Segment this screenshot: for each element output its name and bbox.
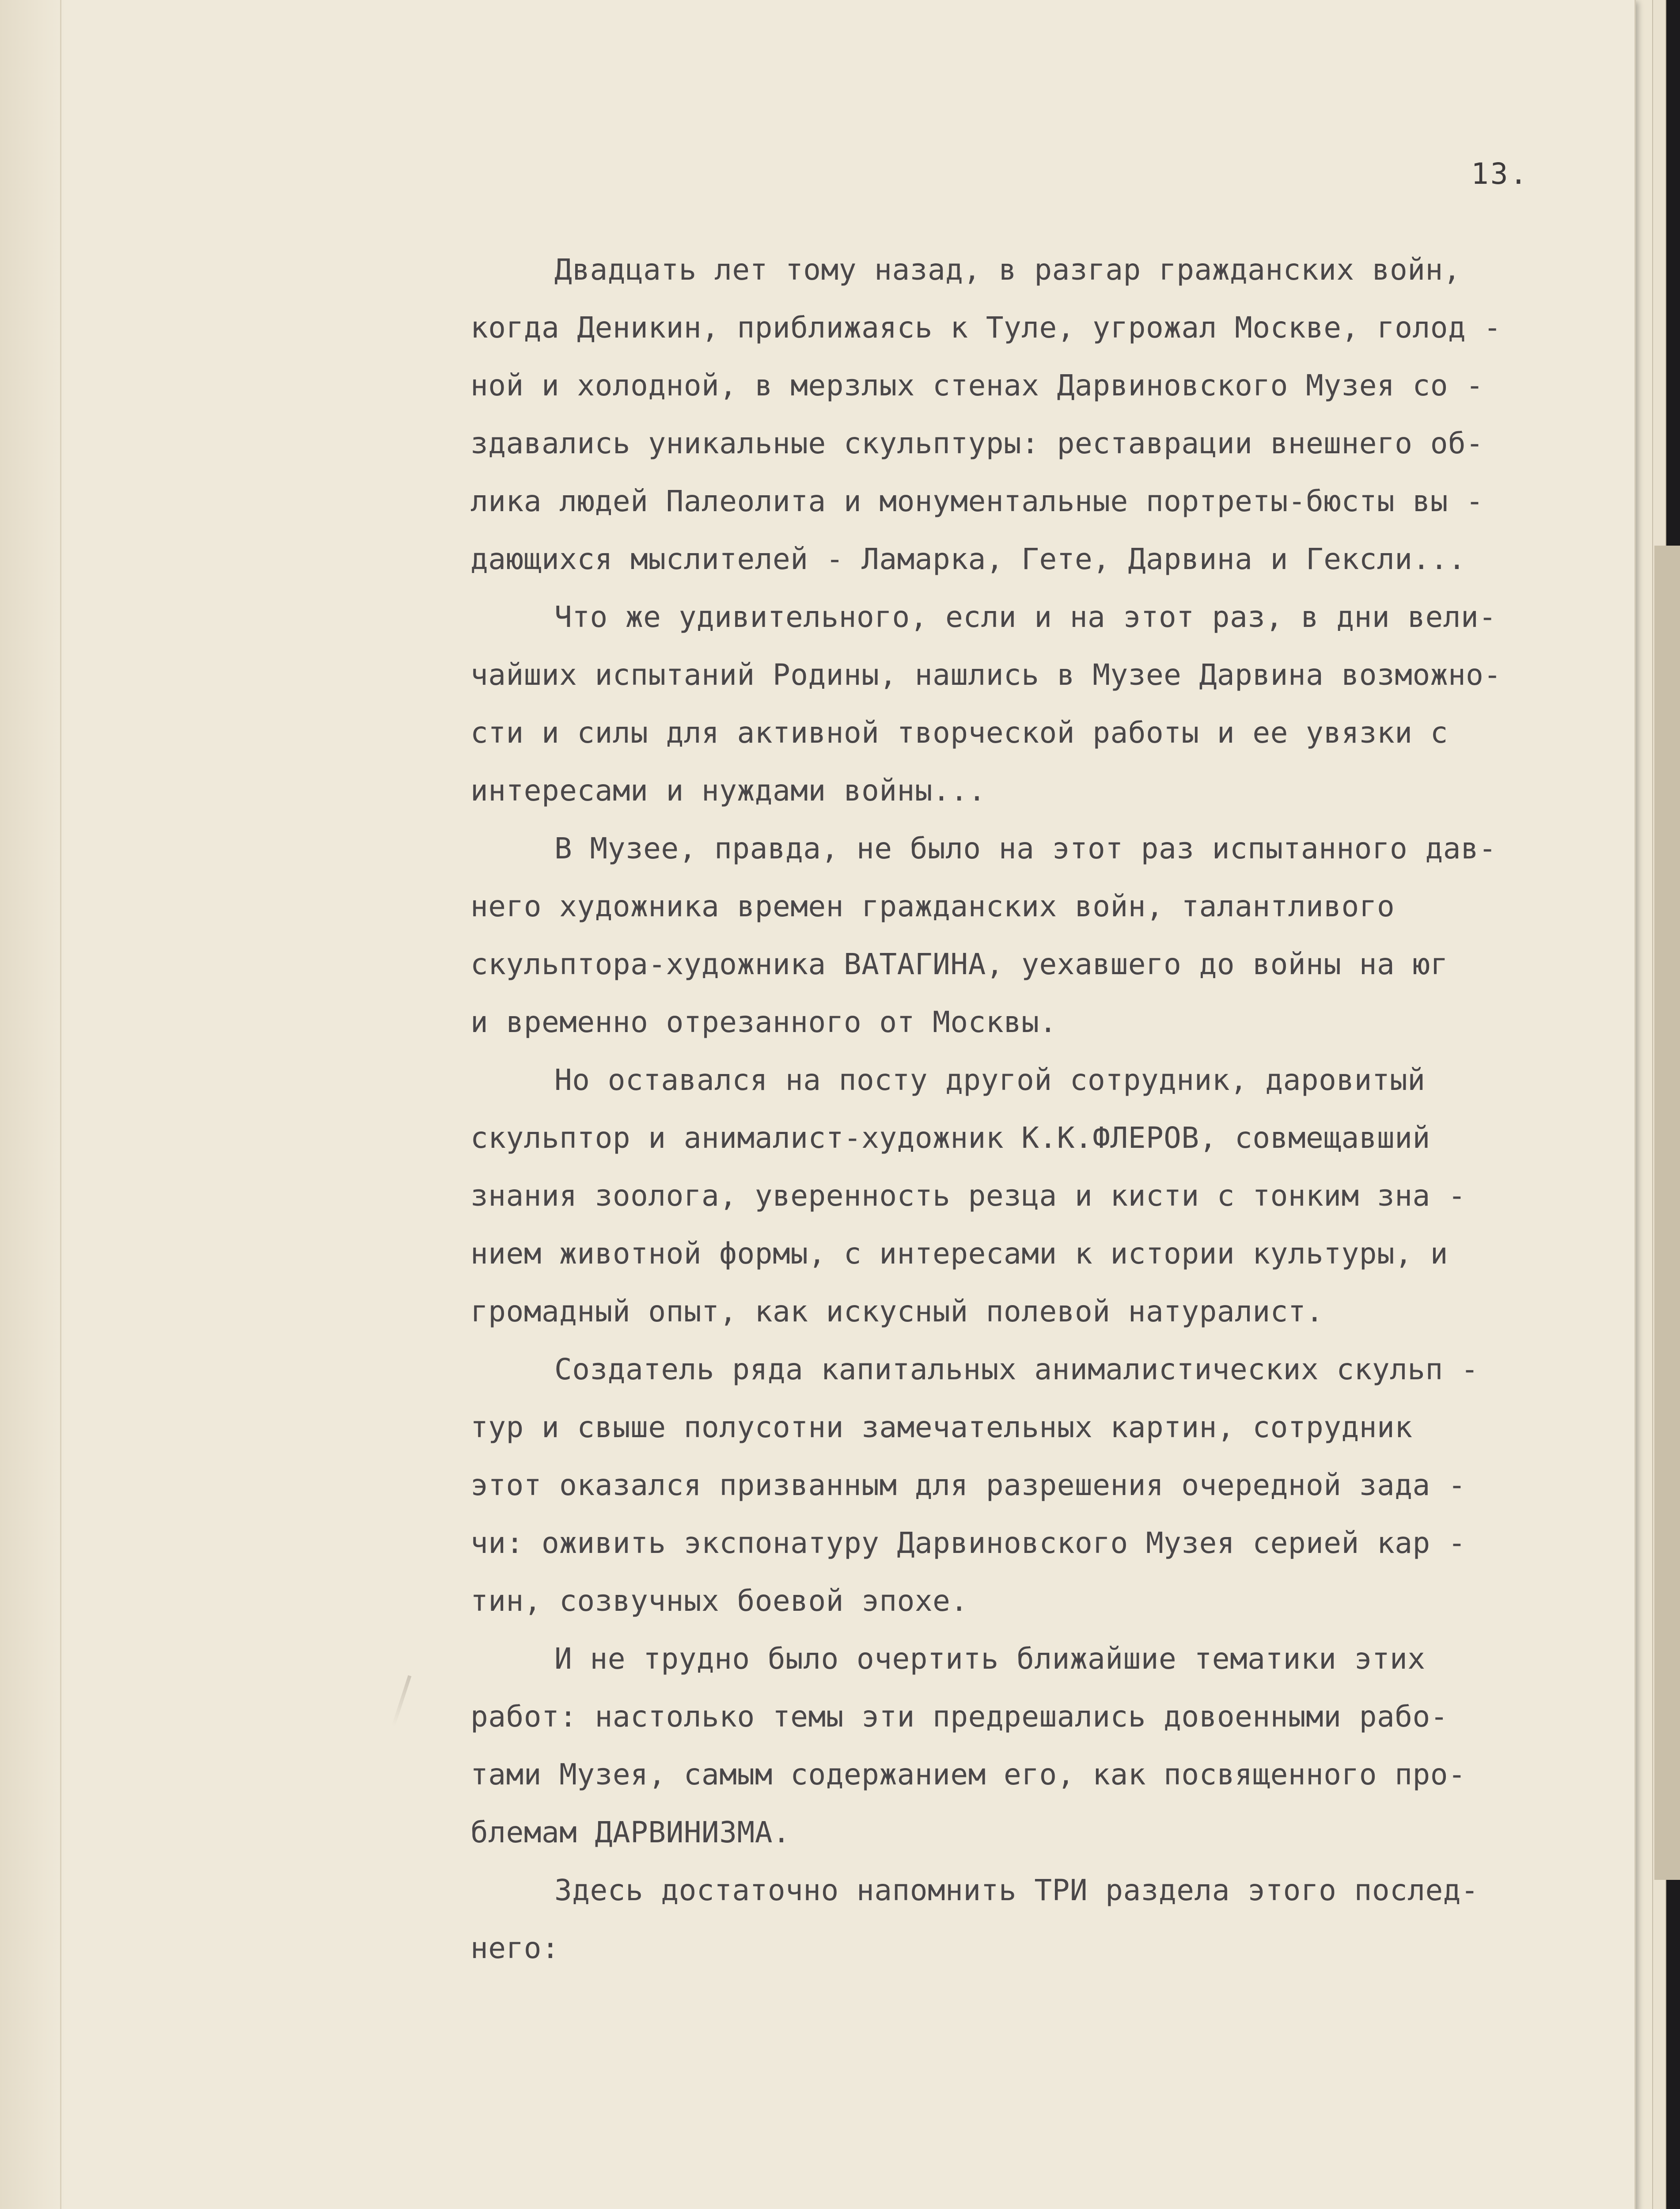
- body-text: [470, 241, 1628, 1977]
- text-line: этот оказался призванным для разрешения очередной зада -: [470, 1468, 1466, 1502]
- pencil-mark: [392, 1675, 412, 1727]
- text-line: В Музее, правда, не было на этот раз испытанного дав-: [554, 831, 1497, 865]
- page-number: 13.: [1471, 157, 1529, 191]
- text-line: лика людей Палеолита и монументальные портреты-бюсты вы -: [470, 484, 1484, 518]
- text-line: Двадцать лет тому назад, в разгар гражданских войн,: [554, 253, 1461, 287]
- text-line: когда Деникин, приближаясь к Туле, угрожал Москве, голод -: [470, 311, 1502, 345]
- text-line: Здесь достаточно напомнить ТРИ раздела этого послед-: [554, 1873, 1479, 1907]
- text-line: чи: оживить экспонатуру Дарвиновского Музея серией кар -: [470, 1526, 1466, 1560]
- text-line: работ: настолько темы эти предрешались довоенными рабо-: [470, 1700, 1448, 1734]
- text-line: тур и свыше полусотни замечательных картин, сотрудник: [470, 1410, 1413, 1444]
- text-line: него:: [470, 1931, 560, 1965]
- text-line: чайших испытаний Родины, нашлись в Музее Дарвина возможно-: [470, 658, 1502, 692]
- text-line: и временно отрезанного от Москвы.: [470, 1005, 1057, 1039]
- page-fold-shadow: [0, 0, 66, 2209]
- binding-strip: [1654, 546, 1680, 1880]
- text-line: знания зоолога, уверенность резца и кисти с тонким зна -: [470, 1179, 1466, 1213]
- text-line: тин, созвучных боевой эпохе.: [470, 1584, 968, 1618]
- text-line: тами Музея, самым содержанием его, как посвященного про-: [470, 1757, 1466, 1791]
- text-line: скульптора-художника ВАТАГИНА, уехавшего до войны на юг: [470, 947, 1448, 981]
- text-line: Что же удивительного, если и на этот раз, в дни вели-: [554, 600, 1497, 634]
- text-line: нием животной формы, с интересами к истории культуры, и: [470, 1237, 1448, 1271]
- text-line: блемам ДАРВИНИЗМА.: [470, 1815, 791, 1849]
- text-line: здавались уникальные скульптуры: реставрации внешнего об-: [470, 426, 1484, 460]
- text-line: И не трудно было очертить ближайшие тематики этих: [554, 1642, 1426, 1676]
- text-line: сти и силы для активной творческой работы и ее увязки с: [470, 716, 1448, 750]
- text-line: Создатель ряда капитальных анималистических скульп -: [554, 1352, 1479, 1386]
- text-line: Но оставался на посту другой сотрудник, даровитый: [554, 1063, 1426, 1097]
- text-line: громадный опыт, как искусный полевой натуралист.: [470, 1294, 1324, 1328]
- page-edge: [60, 0, 61, 2209]
- text-line: скульптор и анималист-художник К.К.ФЛЕРОВ, совмещавший: [470, 1121, 1430, 1155]
- text-line: интересами и нуждами войны...: [470, 774, 986, 808]
- text-line: дающихся мыслителей - Ламарка, Гете, Дарвина и Гексли...: [470, 542, 1466, 576]
- text-line: ной и холодной, в мерзлых стенах Дарвиновского Музея со -: [470, 368, 1484, 402]
- text-line: него художника времен гражданских войн, талантливого: [470, 889, 1395, 923]
